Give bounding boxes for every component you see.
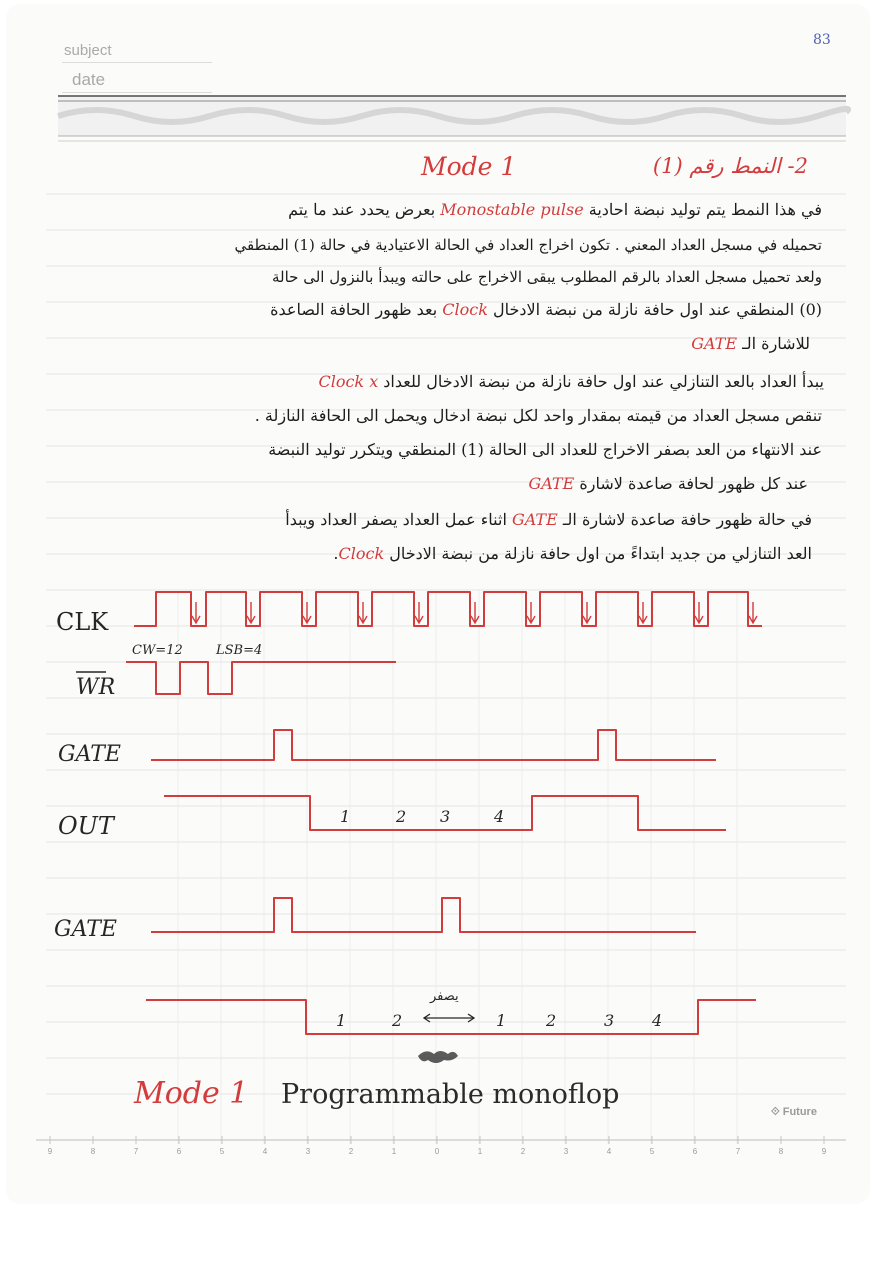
page-number: 83	[813, 32, 831, 48]
out2-count: 2	[546, 1011, 557, 1030]
brand-logo: ⟐ Future	[771, 1106, 817, 1118]
arrow-down-icon	[471, 602, 479, 623]
arrow-down-icon	[247, 602, 255, 623]
term-clock-2: Clock	[338, 544, 385, 563]
notebook-page	[6, 4, 870, 1204]
ruler-number: 7	[735, 1147, 741, 1156]
double-arrow-icon	[424, 1014, 474, 1022]
ruler-number: 2	[348, 1147, 354, 1156]
arrow-down-icon	[639, 602, 647, 623]
p1-line4-b: بعد ظهور الحافة الصاعدة	[270, 300, 443, 319]
ruler-number: 8	[778, 1147, 784, 1156]
wr-label: WR	[76, 675, 116, 700]
cw-label: CW=12	[132, 643, 183, 658]
p1-line4-a: (0) المنطقي عند اول حافة نازلة من نبضة الادخال	[487, 300, 822, 319]
ink-scribble	[418, 1051, 458, 1063]
p1-line3: ولعد تحميل مسجل العداد بالرقم المطلوب يبقى الاخراج على حالته ويبدأ بالنزول الى حالة	[271, 268, 822, 286]
p1-line5-a: للاشارة الـ	[737, 334, 810, 353]
out2-count: 2	[392, 1011, 403, 1030]
ruler-number: 9	[821, 1147, 827, 1156]
term-clock-x: Clock x	[318, 372, 379, 391]
clk-waveform	[134, 592, 762, 626]
out1-count: 2	[396, 807, 407, 826]
date-label: date	[72, 70, 106, 89]
ruler-number: 4	[262, 1147, 268, 1156]
arrow-down-icon	[527, 602, 535, 623]
ruler-number: 0	[434, 1147, 440, 1156]
ruler-number: 9	[47, 1147, 53, 1156]
term-gate-3: GATE	[511, 510, 558, 529]
out2-count: 1	[336, 1011, 347, 1030]
arrow-down-icon	[192, 602, 200, 623]
term-gate-2: GATE	[528, 474, 575, 493]
caption-text: Programmable monoflop	[281, 1079, 620, 1110]
gate-waveform-2	[151, 898, 696, 932]
clk-label: CLK	[56, 608, 109, 636]
p2-line3: عند الانتهاء من العد بصفر الاخراج للعداد الى الحالة (1) المنطقي ويتكرر توليد النبضة	[268, 440, 822, 459]
p1-line2: تحميله في مسجل العداد المعني . تكون اخراج العداد في الحالة الاعتيادية في حالة (1) المنطقي	[234, 236, 822, 254]
p2-line1-a: يبدأ العداد بالعد التنازلي عند اول حافة نازلة من نبضة الادخال للعداد	[378, 372, 824, 391]
timing-diagram	[6, 4, 870, 1204]
term-monostable: Monostable pulse	[440, 200, 584, 219]
arrow-down-icon	[415, 602, 423, 623]
ruler-number: 7	[133, 1147, 139, 1156]
ruler-number: 4	[606, 1147, 612, 1156]
arrow-down-icon	[749, 602, 757, 623]
arrow-down-icon	[695, 602, 703, 623]
subject-label: subject	[64, 42, 112, 59]
out-label: OUT	[58, 812, 114, 840]
ruler-number: 1	[477, 1147, 483, 1156]
out1-count: 3	[440, 807, 451, 826]
out1-count: 1	[340, 807, 351, 826]
arrow-down-icon	[303, 602, 311, 623]
out-waveform-2	[146, 1000, 756, 1034]
caption-mode: Mode 1	[134, 1076, 249, 1111]
p1-line1-a: في هذا النمط يتم توليد نبضة احادية	[583, 200, 822, 219]
ruler-number: 5	[219, 1147, 225, 1156]
ruler-number: 8	[90, 1147, 96, 1156]
arrow-down-icon	[583, 602, 591, 623]
out2-count: 3	[604, 1011, 615, 1030]
title-mode: Mode 1	[421, 152, 517, 181]
ruler-number: 6	[692, 1147, 698, 1156]
p3-line2-b: .	[333, 544, 339, 563]
p2-line2: تنقص مسجل العداد من قيمته بمقدار واحد لكل نبضة ادخال ويحمل الى الحافة النازلة .	[254, 406, 822, 425]
term-clock-1: Clock	[442, 300, 488, 319]
term-gate-1: GATE	[691, 334, 737, 353]
title-arabic: 2- النمط رقم (1)	[652, 154, 808, 178]
ruler-number: 5	[649, 1147, 655, 1156]
out2-count: 4	[652, 1011, 663, 1030]
ruler-number: 1	[391, 1147, 397, 1156]
gate-label-2: GATE	[54, 917, 117, 942]
out1-count: 4	[494, 807, 505, 826]
gate-label-1: GATE	[58, 742, 121, 767]
lsb-label: LSB=4	[216, 643, 263, 658]
p2-line4-a: عند كل ظهور لحافة صاعدة لاشارة	[574, 474, 808, 493]
gate-waveform-1	[151, 730, 716, 760]
p3-line1-b: اثناء عمل العداد يصفر العداد ويبدأ	[285, 510, 512, 529]
ruler-number: 6	[176, 1147, 182, 1156]
ruler-number: 3	[563, 1147, 569, 1156]
p3-line2-a: العد التنازلي من جديد ابتداءً من اول حافة نازلة من نبضة الادخال	[384, 544, 812, 563]
zero-label: يصفر	[430, 989, 459, 1004]
wr-waveform	[126, 662, 396, 694]
p1-line1-b: بعرض يحدد عند ما يتم	[288, 200, 441, 219]
out2-count: 1	[496, 1011, 507, 1030]
ruler-number: 3	[305, 1147, 311, 1156]
p3-line1-a: في حالة ظهور حافة صاعدة لاشارة الـ	[557, 510, 812, 529]
arrow-down-icon	[359, 602, 367, 623]
ruler-number: 2	[520, 1147, 526, 1156]
